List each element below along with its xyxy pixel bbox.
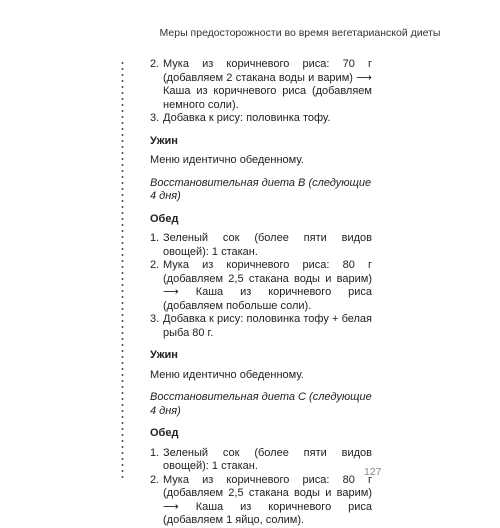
- list-item: [150, 447, 372, 474]
- list-item: [150, 58, 372, 112]
- diet-c-subtitle: Восстановительная диета С (следующие 4 дня): [150, 391, 372, 417]
- dinner-text: Меню идентично обеденному.: [150, 154, 304, 166]
- dotted-margin-rule: [121, 60, 124, 478]
- list-item: [150, 112, 372, 126]
- page-content: [150, 58, 372, 528]
- dinner-heading: Ужин: [150, 349, 178, 361]
- list-item-number: 2.: [150, 259, 160, 271]
- page-number: 127: [364, 466, 382, 478]
- list-item-number: 1.: [150, 232, 160, 244]
- list-item-number: 2.: [150, 473, 160, 486]
- diet-b-subtitle: Восстановительная диета В (следующие 4 дня): [150, 176, 372, 202]
- list-item-text: Зеленый сок (более пяти видов овощей): 1 стакан.: [163, 446, 372, 472]
- list-item-number: 3.: [150, 313, 160, 325]
- list-item: [150, 474, 372, 528]
- list-item-text: Мука из коричневого риса: 80 г (добавляем 2,5 стакана воды и варим) ⟶ Каша из коричневого риса (добавляем побольше соли).: [163, 259, 372, 312]
- list-item-text: Зеленый сок (более пяти видов овощей): 1 стакан.: [163, 232, 372, 258]
- dinner-heading: Ужин: [150, 134, 178, 147]
- list-item-number: 1.: [150, 446, 160, 459]
- list-item-number: 3.: [150, 112, 160, 124]
- running-header: Меры предосторожности во время вегетарианской диеты: [159, 27, 441, 39]
- list-item-text: Добавка к рису: половинка тофу + белая рыба 80 г.: [163, 313, 372, 339]
- dinner-text: Меню идентично обеденному.: [150, 368, 304, 381]
- list-item: [150, 232, 372, 259]
- list-item-text: Добавка к рису: половинка тофу.: [163, 112, 331, 124]
- list-item-number: 2.: [150, 58, 160, 70]
- lunch-heading: Обед: [150, 212, 179, 225]
- list-item-text: Мука из коричневого риса: 80 г (добавляем 2,5 стакана воды и варим) ⟶ Каша из коричневого риса (добавляем 1 яйцо, солим).: [163, 473, 372, 526]
- lunch-heading: Обед: [150, 427, 179, 439]
- list-item-text: Мука из коричневого риса: 70 г (добавляем 2 стакана воды и варим) ⟶ Каша из коричневого риса (добавляем немного соли).: [163, 58, 372, 111]
- list-item: [150, 259, 372, 313]
- list-item: [150, 313, 372, 340]
